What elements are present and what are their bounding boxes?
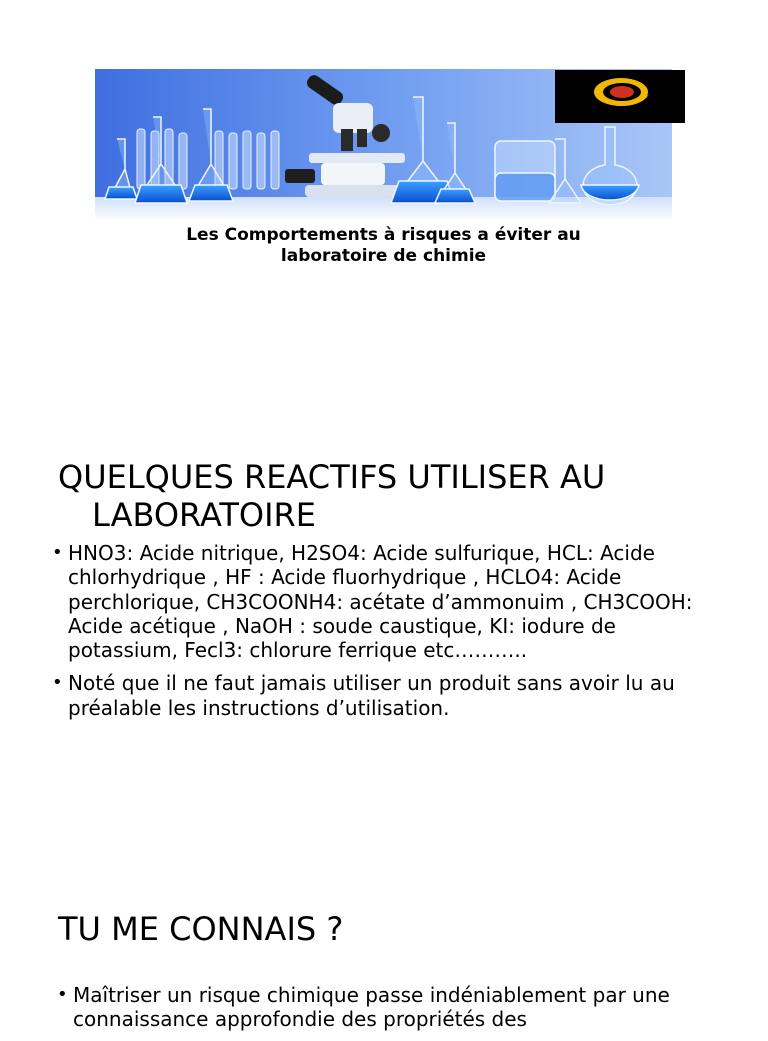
reactifs-bullet-list xyxy=(52,541,702,729)
list-item xyxy=(52,541,702,662)
section-title-line-1: QUELQUES REACTIFS UTILISER AU xyxy=(58,458,606,496)
section-title-tu-me-connais: TU ME CONNAIS ? xyxy=(58,910,344,948)
brand-logo xyxy=(555,70,685,123)
connais-bullet-list xyxy=(57,983,707,1041)
section-title-reactifs xyxy=(58,458,718,534)
hero-caption xyxy=(95,225,672,267)
list-item-text: Noté que il ne faut jamais utiliser un produit sans avoir lu au préalable les instructions d’utilisation. xyxy=(68,671,675,720)
bullet-icon: • xyxy=(52,542,63,563)
caption-line-2: laboratoire de chimie xyxy=(280,246,487,266)
caption-line-1: Les Comportements à risques a éviter au xyxy=(186,225,581,245)
list-item-text: HNO3: Acide nitrique, H2SO4: Acide sulfurique, HCL: Acide chlorhydrique , HF : Acide fluorhydrique , HCLO4: Acide perchlorique, CH3COONH4: acétate d’ammonuim , CH3COOH: Acide acétique , NaOH : soude caustique, KI: iodure de potassium, Fecl3: chlorure ferrique etc……….. xyxy=(68,541,693,663)
list-item xyxy=(57,983,707,1032)
bullet-icon: • xyxy=(52,672,63,694)
list-item xyxy=(52,671,702,720)
list-item-text: Maîtriser un risque chimique passe indéniablement par une connaissance approfondie des propriétés des xyxy=(73,983,670,1032)
bullet-icon: • xyxy=(57,984,68,1005)
section-title-line-2: LABORATOIRE xyxy=(92,496,316,534)
